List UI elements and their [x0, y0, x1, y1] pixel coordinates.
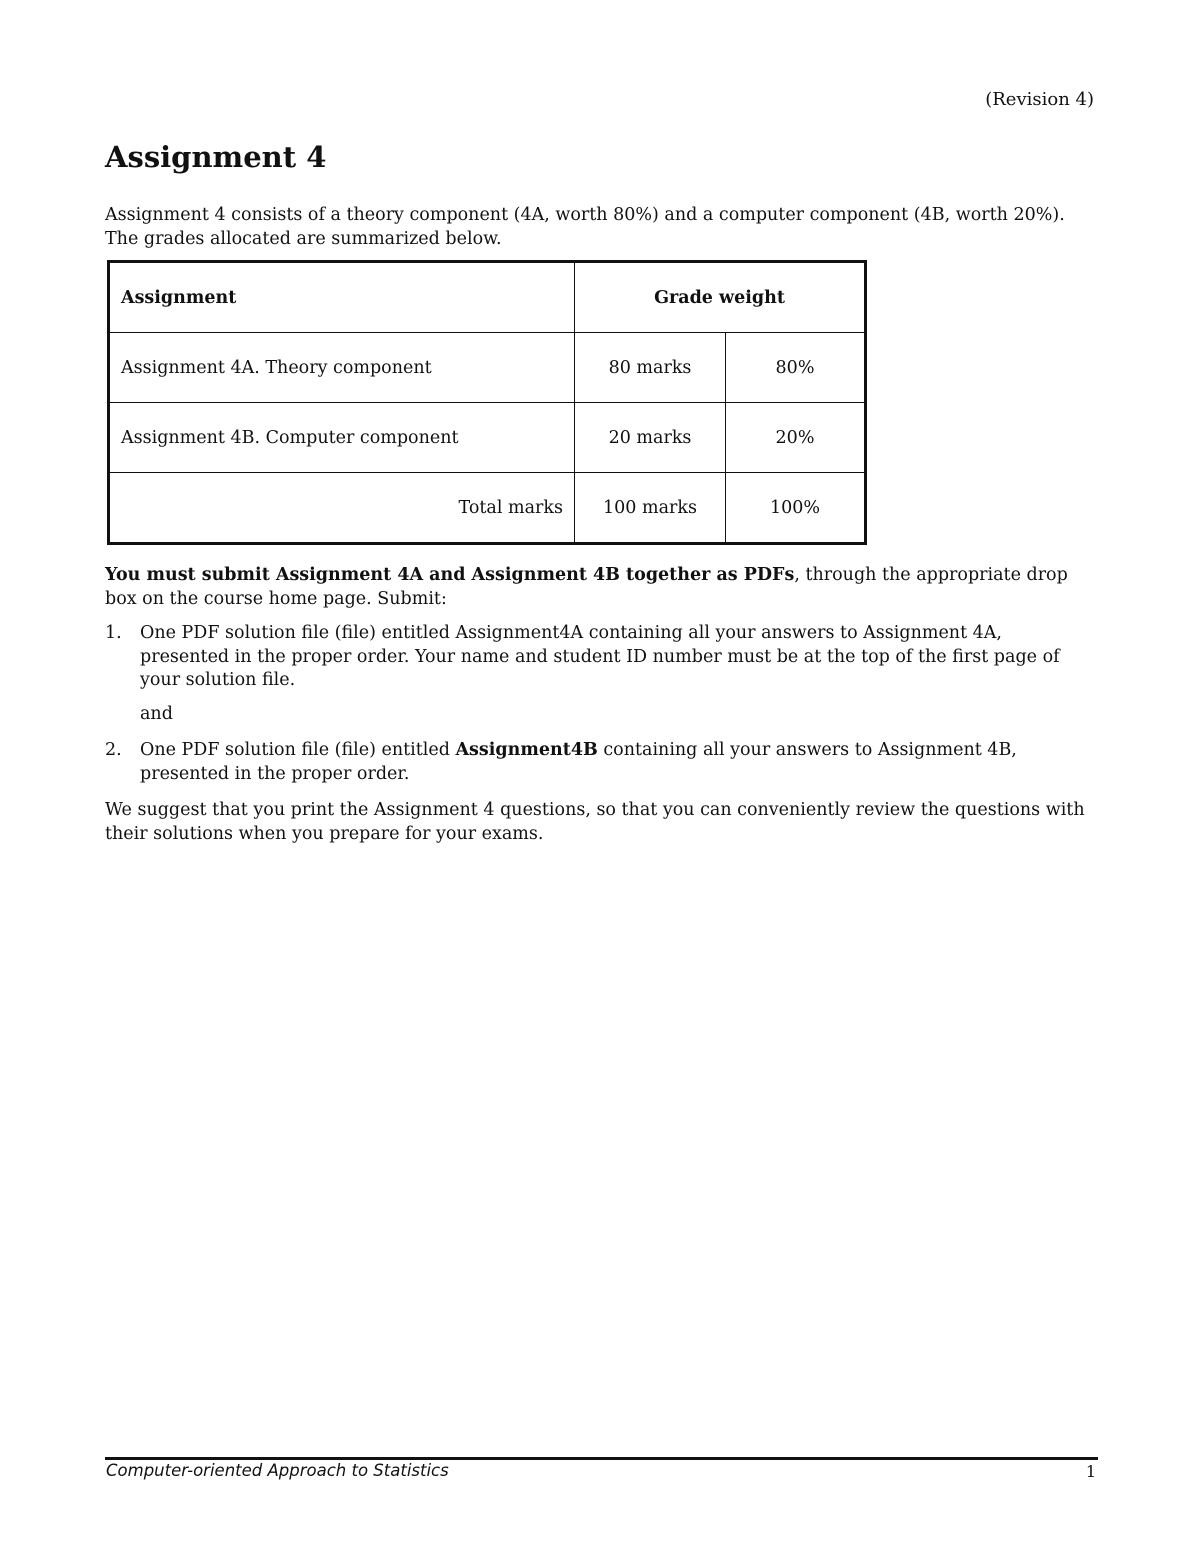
revision-label: (Revision 4) [985, 89, 1094, 110]
intro-paragraph [105, 203, 1095, 251]
table-total-row [109, 473, 866, 544]
row-assignment-cell: Assignment 4B. Computer component [109, 403, 575, 473]
grades-table [107, 260, 867, 545]
header-assignment: Assignment [109, 262, 575, 333]
submit-bold-text: You must submit Assignment 4A and Assignment 4B together as PDFs [105, 565, 795, 585]
table-header-row [109, 262, 866, 333]
footer-page-number: 1 [1085, 1462, 1096, 1481]
total-marks-cell: 100 marks [575, 473, 726, 544]
intro-line-1: Assignment 4 consists of a theory component (4A, worth 80%) and a computer component (4B, worth 20%). [105, 205, 1065, 225]
list-item-text-before: One PDF solution file (file) entitled [140, 740, 456, 760]
row-percent-cell: 20% [726, 403, 866, 473]
and-connector: and [140, 704, 173, 724]
row-percent-cell: 80% [726, 333, 866, 403]
closing-paragraph: We suggest that you print the Assignment 4 questions, so that you can conveniently review the questions with their solutions when you prepare for your exams. [105, 800, 1085, 844]
submit-instructions [105, 563, 1095, 611]
list-item-bold-name: Assignment4B [455, 740, 598, 760]
table-row [109, 333, 866, 403]
list-item [105, 739, 1095, 786]
table-row [109, 403, 866, 473]
total-label-cell: Total marks [109, 473, 575, 544]
row-marks-cell: 20 marks [575, 403, 726, 473]
row-assignment-cell: Assignment 4A. Theory component [109, 333, 575, 403]
row-marks-cell: 80 marks [575, 333, 726, 403]
intro-line-2: The grades allocated are summarized below. [105, 229, 502, 249]
submit-rest-text: , through the appropriate drop box on the course home page. Submit: [105, 565, 1068, 609]
footer-course-title: Computer-oriented Approach to Statistics [106, 1461, 449, 1480]
total-percent-cell: 100% [726, 473, 866, 544]
list-number: 2. [105, 740, 122, 760]
header-grade-weight: Grade weight [575, 262, 866, 333]
page-title: Assignment 4 [105, 140, 327, 174]
list-number: 1. [105, 623, 122, 643]
list-item-text: One PDF solution file (file) entitled Assignment4A containing all your answers to Assignment 4A, presented in the proper order. Your name and student ID number must be at the top of the first page of your solution file. [140, 623, 1060, 690]
list-item [105, 622, 1095, 693]
list-item-text-after: containing all your answers to Assignment 4B, presented in the proper order. [140, 740, 1017, 784]
footer-divider [105, 1457, 1098, 1460]
